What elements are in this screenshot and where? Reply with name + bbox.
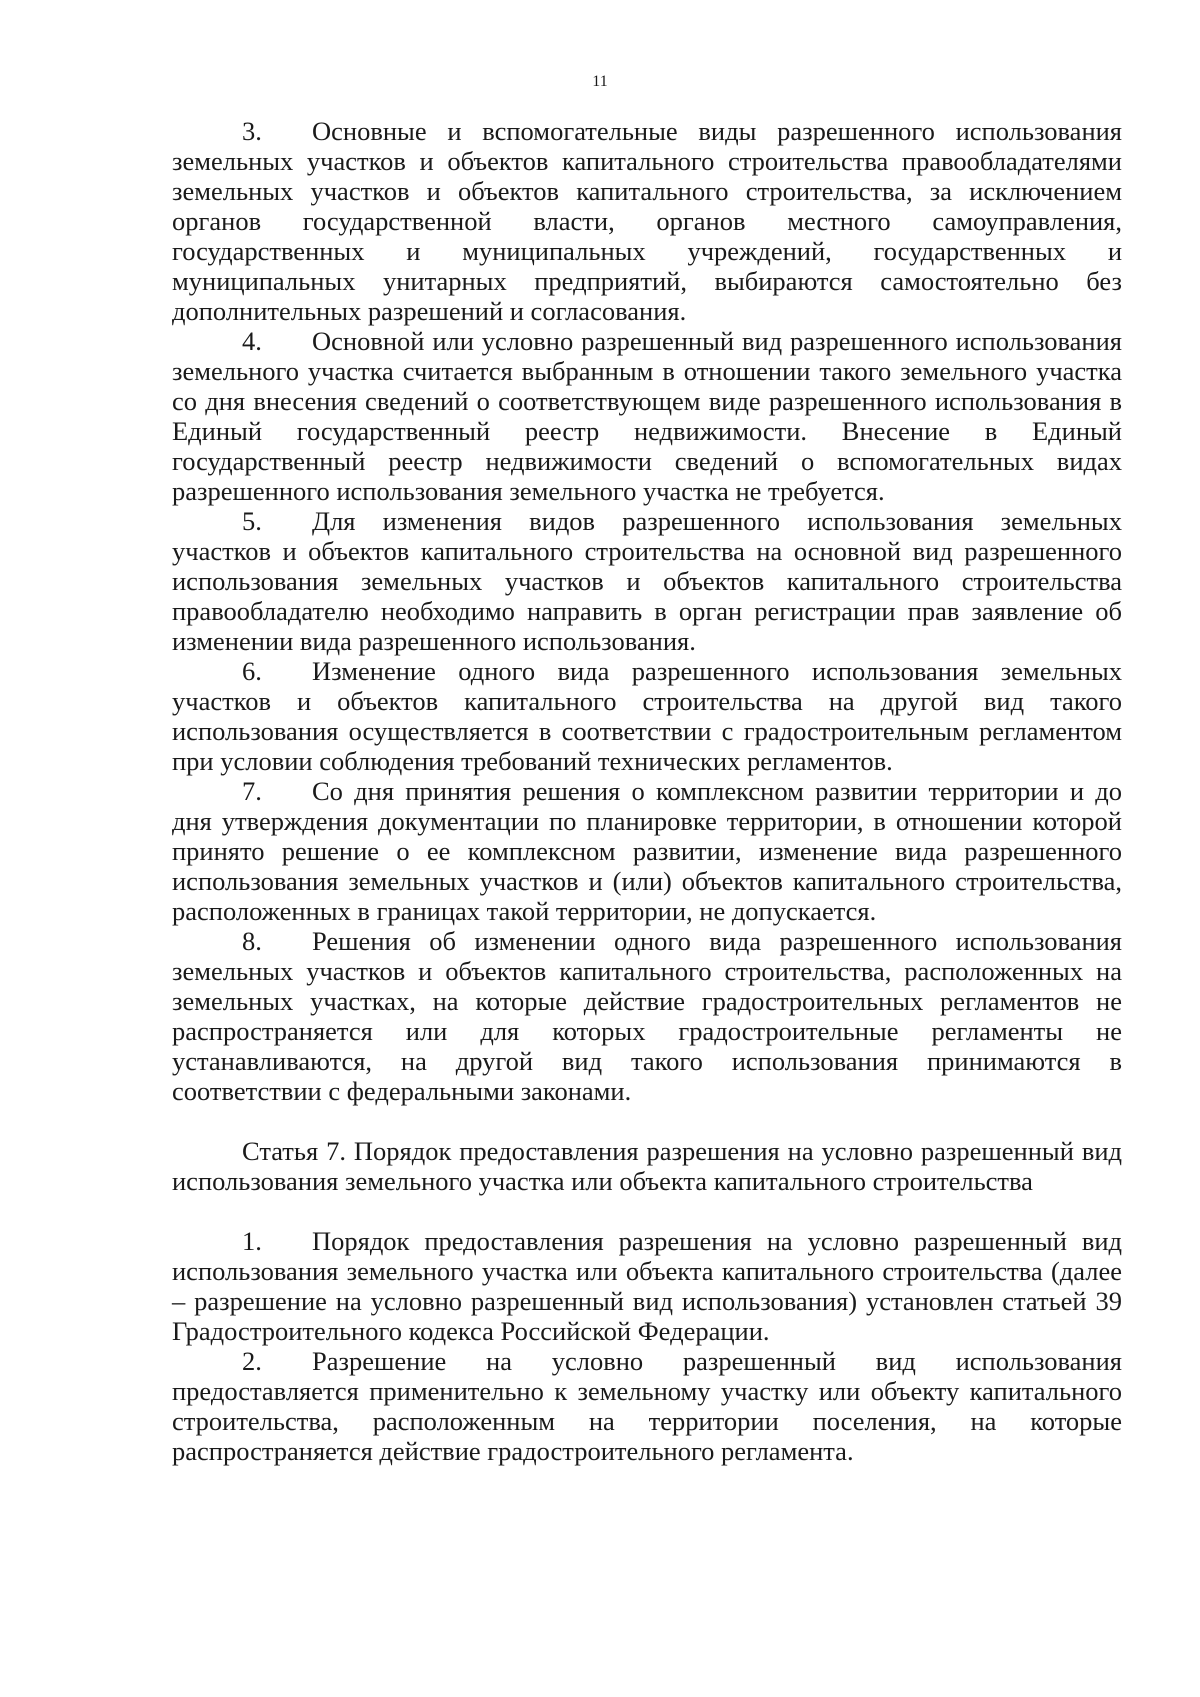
paragraph-text: Разрешение на условно разрешенный вид использования предоставляется применительно к земельному участку или объекту капитального строительства, расположенным на территории поселения, на которые распространяется действие градостроительного регламента.	[172, 1346, 1122, 1466]
paragraph-8	[172, 926, 1122, 1106]
paragraph-3	[172, 116, 1122, 326]
paragraph-text: Со дня принятия решения о комплексном развитии территории и до дня утверждения документации по планировке территории, в отношении которой принято решение о ее комплексном развитии, изменение вида разрешенного использования земельных участков и (или) объектов капитального строительства, расположенных в границах такой территории, не допускается.	[172, 776, 1122, 926]
article-7-paragraph-2	[172, 1346, 1122, 1466]
page-number: 11	[592, 73, 608, 90]
paragraph-number: 4.	[242, 326, 262, 356]
paragraph-4	[172, 326, 1122, 506]
article-7-heading: Статья 7. Порядок предоставления разрешения на условно разрешенный вид использования земельного участка или объекта капитального строительства	[172, 1136, 1122, 1196]
paragraph-6	[172, 656, 1122, 776]
paragraph-text: Изменение одного вида разрешенного использования земельных участков и объектов капитального строительства на другой вид такого использования осуществляется в соответствии с градостроительным регламентом при условии соблюдения требований технических регламентов.	[172, 656, 1122, 776]
paragraph-text: Основные и вспомогательные виды разрешенного использования земельных участков и объектов капитального строительства правообладателями земельных участков и объектов капитального строительства, за исключением органов государственной власти, органов местного самоуправления, государственных и муниципальных учреждений, государственных и муниципальных унитарных предприятий, выбираются самостоятельно без дополнительных разрешений и согласования.	[172, 116, 1122, 326]
paragraph-number: 6.	[242, 656, 262, 686]
paragraph-text: Основной или условно разрешенный вид разрешенного использования земельного участка считается выбранным в отношении такого земельного участка со дня внесения сведений о соответствующем виде разрешенного использования в Единый государственный реестр недвижимости. Внесение в Единый государственный реестр недвижимости сведений о вспомогательных видах разрешенного использования земельного участка не требуется.	[172, 326, 1122, 506]
paragraph-text: Для изменения видов разрешенного использования земельных участков и объектов капитального строительства на основной вид разрешенного использования земельных участков и объектов капитального строительства правообладателю необходимо направить в орган регистрации прав заявление об изменении вида разрешенного использования.	[172, 506, 1122, 656]
paragraph-number: 3.	[242, 116, 262, 146]
paragraph-number: 5.	[242, 506, 262, 536]
paragraph-number: 1.	[242, 1226, 262, 1256]
paragraph-text: Порядок предоставления разрешения на условно разрешенный вид использования земельного участка или объекта капитального строительства (далее – разрешение на условно разрешенный вид использования) установлен статьей 39 Градостроительного кодекса Российской Федерации.	[172, 1226, 1122, 1346]
paragraph-number: 8.	[242, 926, 262, 956]
paragraph-text: Решения об изменении одного вида разрешенного использования земельных участков и объектов капитального строительства, расположенных на земельных участках, на которые действие градостроительных регламентов не распространяется или для которых градостроительные регламенты не устанавливаются, на другой вид такого использования принимаются в соответствии с федеральными законами.	[172, 926, 1122, 1106]
paragraph-7	[172, 776, 1122, 926]
paragraph-5	[172, 506, 1122, 656]
paragraph-number: 7.	[242, 776, 262, 806]
document-body	[172, 116, 1122, 1466]
article-7-paragraph-1	[172, 1226, 1122, 1346]
paragraph-number: 2.	[242, 1346, 262, 1376]
